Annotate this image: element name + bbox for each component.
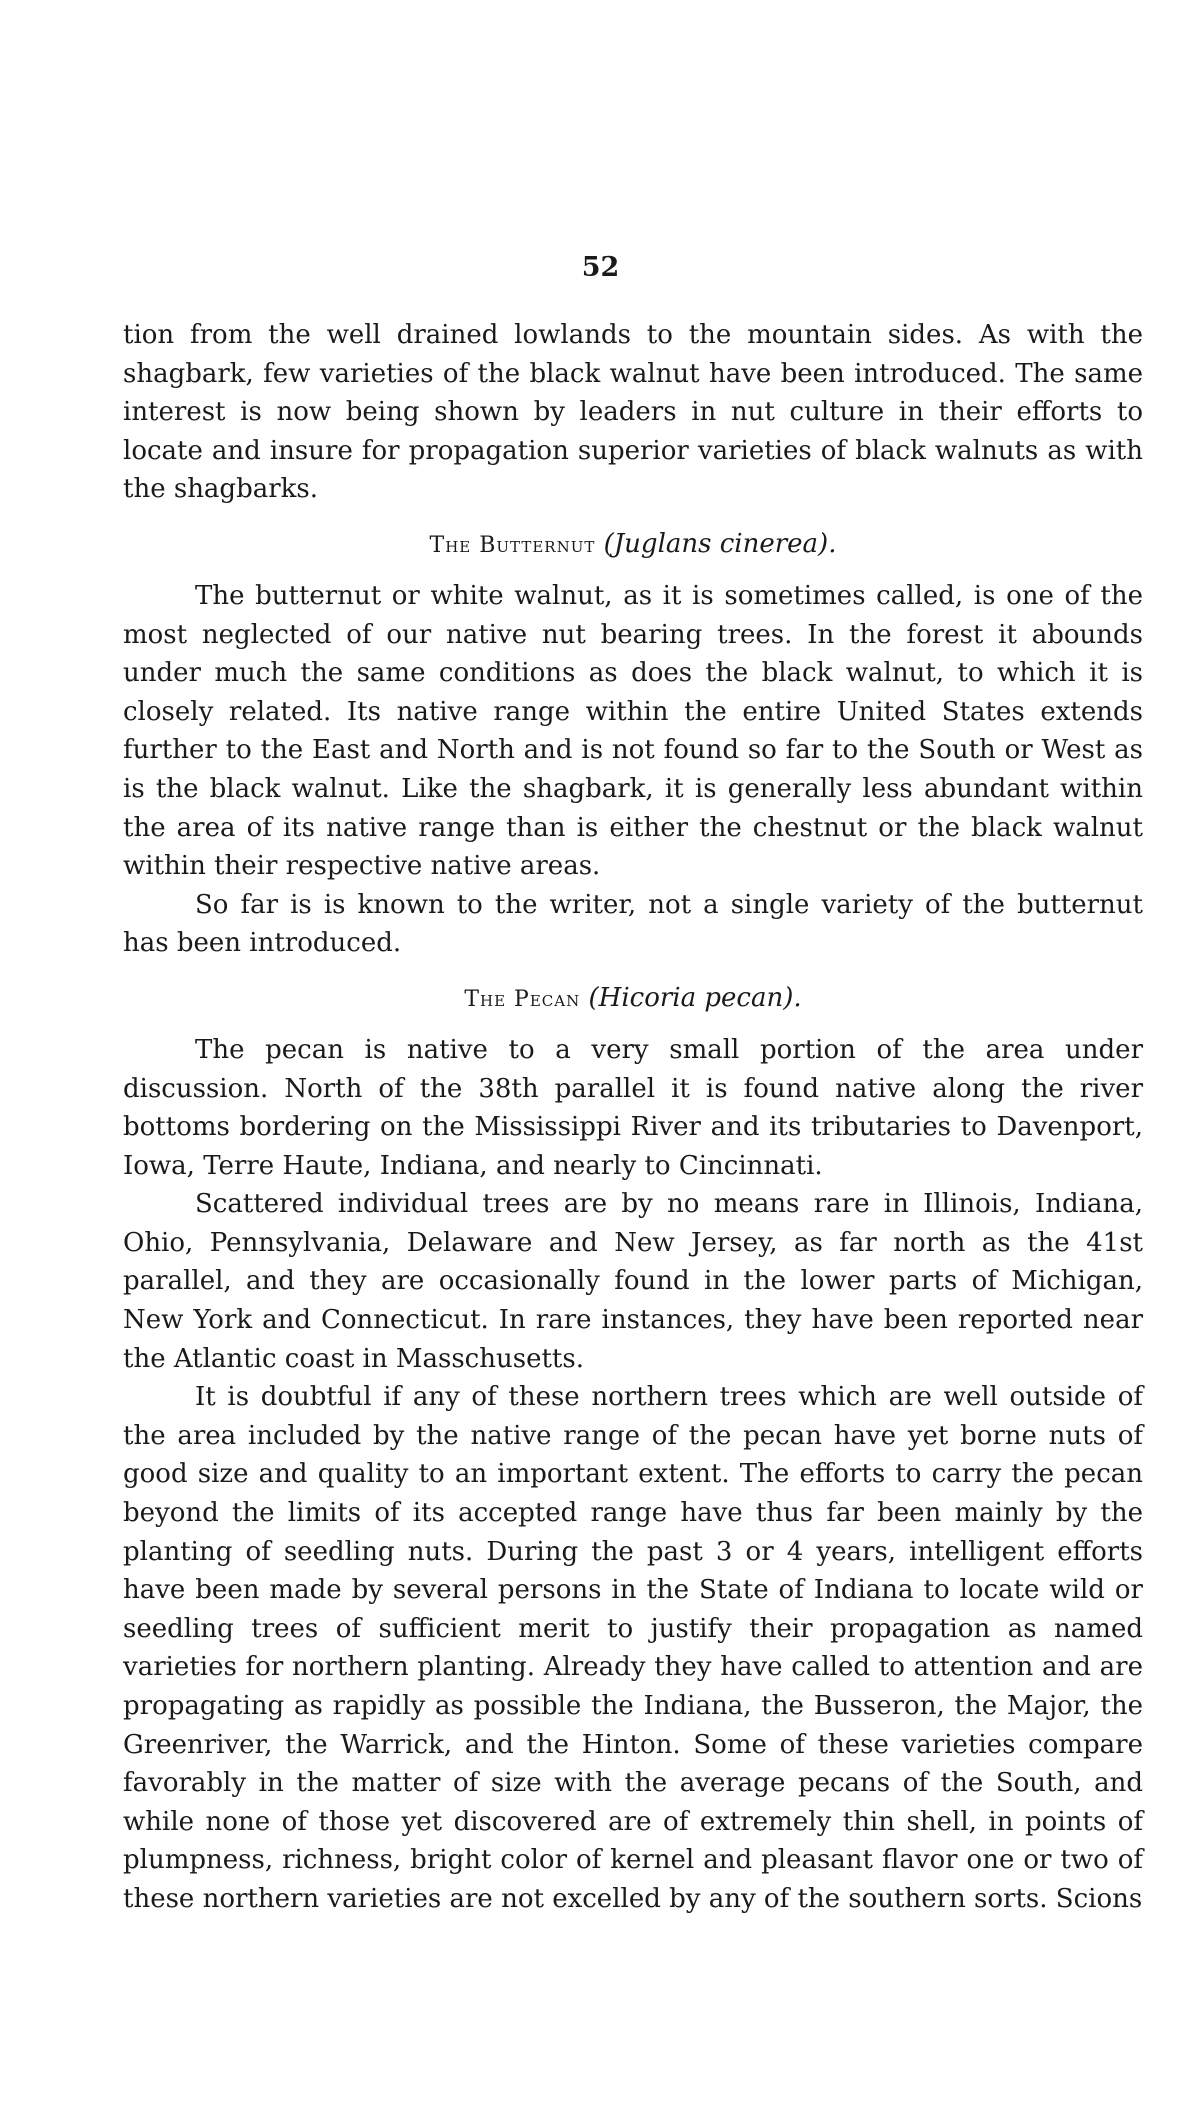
butternut-paragraph-1: The butternut or white walnut, as it is sometimes called, is one of the most neglected of our native nut bearing trees. In the forest it abounds under much the same conditions as does the black walnut, to which it is closely related. Its native range within the entire United States extends further to the East and North and is not found so far to the South or West as is the black walnut. Like the shagbark, it is generally less abundant within the area of its native range than is either the chestnut or the black walnut within their respective native areas. <box>123 580 1143 882</box>
opening-paragraph: tion from the well drained lowlands to the mountain sides. As with the shagbark, few varieties of the black walnut have been introduced. The same interest is now being shown by leaders in nut culture in their efforts to locate and insure for propagation superior varieties of black walnuts as with the shagbarks. <box>123 320 1143 505</box>
pecan-paragraph-1: The pecan is native to a very small portion of the area under discussion. North of the 38th parallel it is found native along the river bottoms bordering on the Mississippi River and its tributaries to Davenport, Iowa, Terre Haute, Indiana, and nearly to Cincinnati. <box>123 1034 1143 1181</box>
pecan-paragraph-2: Scattered individual trees are by no means rare in Illinois, Indiana, Ohio, Pennsylvania, Delaware and New Jersey, as far north as the 41st parallel, and they are occasionally found in the lower parts of Michigan, New York and Connecticut. In rare instances, they have been reported near the Atlantic coast in Masschusetts. <box>123 1189 1143 1374</box>
pecan-heading-title: The Pecan <box>464 986 581 1012</box>
page-number: 52 <box>581 252 620 283</box>
butternut-paragraph-2: So far is is known to the writer, not a single variety of the butternut has been introduced. <box>123 889 1143 959</box>
pecan-paragraph-3: It is doubtful if any of these northern trees which are well outside of the area included by the native range of the pecan have yet borne nuts of good size and quality to an important extent. The efforts to carry the pecan beyond the limits of its accepted range have thus far been mainly by the planting of seedling nuts. During the past 3 or 4 years, intelligent efforts have been made by several persons in the State of Indiana to locate wild or seedling trees of sufficient merit to justify their propagation as named varieties for northern planting. Already they have called to attention and are propagating as rapidly as possible the Indiana, the Busseron, the Major, the Greenriver, the Warrick, and the Hinton. Some of these varieties compare favorably in the matter of size with the average pecans of the South, and while none of those yet discovered are of extremely thin shell, in points of plumpness, richness, bright color of kernel and pleasant flavor one or two of these northern varieties are not excelled by any of the southern sorts. Scions <box>123 1382 1143 1914</box>
butternut-heading-scientific-name: (Juglans cinerea). <box>603 528 837 559</box>
butternut-heading <box>123 525 1143 565</box>
butternut-heading-title: The Butternut <box>429 532 596 558</box>
page-body <box>123 316 1143 1919</box>
pecan-heading-scientific-name: (Hicoria pecan). <box>588 982 802 1013</box>
pecan-heading <box>123 979 1143 1019</box>
